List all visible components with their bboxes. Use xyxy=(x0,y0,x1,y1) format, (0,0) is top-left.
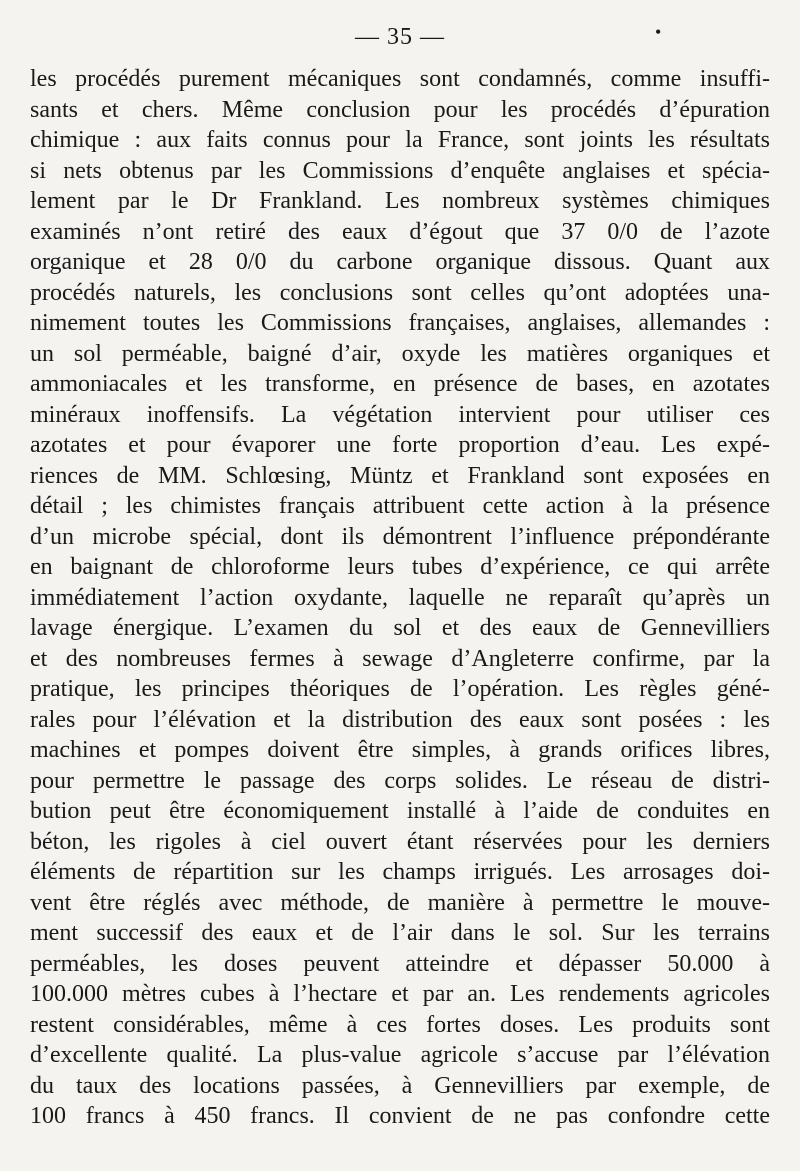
text-line: sants et chers. Même conclusion pour les procédés d’épuration xyxy=(30,96,770,123)
text-line: d’excellente qualité. La plus-value agricole s’accuse par l’élévation xyxy=(30,1042,770,1068)
text-line: immédiatement l’action oxydante, laquelle ne reparaît qu’après un xyxy=(30,584,770,611)
text-line: machines et pompes doivent être simples, à grands orifices libres, xyxy=(30,737,770,763)
text-line: lement par le Dr Frankland. Les nombreux systèmes chimiques xyxy=(30,188,770,214)
body-text xyxy=(30,64,770,1132)
text-line: vent être réglés avec méthode, de manière à permettre le mouve- xyxy=(30,889,770,916)
text-line: nimement toutes les Commissions françaises, anglaises, allemandes : xyxy=(30,310,770,336)
text-line: azotates et pour évaporer une forte proportion d’eau. Les expé- xyxy=(30,432,770,458)
text-line: lavage énergique. L’examen du sol et des eaux de Gennevilliers xyxy=(30,615,770,641)
text-line: minéraux inoffensifs. La végétation intervient pour utiliser ces xyxy=(30,401,770,428)
text-line: détail ; les chimistes français attribuent cette action à la présence xyxy=(30,493,770,519)
text-line: 100 francs à 450 francs. Il convient de ne pas confondre cette xyxy=(30,1103,770,1129)
page-number: — 35 — xyxy=(355,24,445,50)
text-line: éléments de répartition sur les champs irrigués. Les arrosages doi- xyxy=(30,859,770,885)
text-line: riences de MM. Schlœsing, Müntz et Frankland sont exposées en xyxy=(30,462,770,489)
print-mark: • xyxy=(655,22,662,42)
text-line: en baignant de chloroforme leurs tubes d’expérience, ce qui arrête xyxy=(30,554,770,580)
text-line: chimique : aux faits connus pour la France, sont joints les résultats xyxy=(30,127,770,153)
text-line: 100.000 mètres cubes à l’hectare et par an. Les rendements agricoles xyxy=(30,981,770,1007)
text-line: procédés naturels, les conclusions sont celles qu’ont adoptées una- xyxy=(30,279,770,306)
text-line: ment successif des eaux et de l’air dans le sol. Sur les terrains xyxy=(30,920,770,946)
text-line: pratique, les principes théoriques de l’opération. Les règles géné- xyxy=(30,676,770,702)
text-line: d’un microbe spécial, dont ils démontrent l’influence prépondérante xyxy=(30,523,770,550)
text-line: bution peut être économiquement installé à l’aide de conduites en xyxy=(30,798,770,824)
text-line: béton, les rigoles à ciel ouvert étant réservées pour les derniers xyxy=(30,828,770,855)
text-line: rales pour l’élévation et la distribution des eaux sont posées : les xyxy=(30,706,770,733)
text-line: ammoniacales et les transforme, en présence de bases, en azotates xyxy=(30,371,770,397)
text-line: les procédés purement mécaniques sont condamnés, comme insuffi- xyxy=(30,66,770,92)
text-line: examinés n’ont retiré des eaux d’égout que 37 0/0 de l’azote xyxy=(30,218,770,245)
text-line: restent considérables, même à ces fortes doses. Les produits sont xyxy=(30,1011,770,1038)
text-line: perméables, les doses peuvent atteindre et dépasser 50.000 à xyxy=(30,950,770,977)
text-line: et des nombreuses fermes à sewage d’Angleterre confirme, par la xyxy=(30,645,770,672)
text-line: si nets obtenus par les Commissions d’enquête anglaises et spécia- xyxy=(30,157,770,184)
text-line: un sol perméable, baigné d’air, oxyde les matières organiques et xyxy=(30,340,770,367)
text-line: organique et 28 0/0 du carbone organique dissous. Quant aux xyxy=(30,249,770,275)
text-line: du taux des locations passées, à Gennevilliers par exemple, de xyxy=(30,1072,770,1099)
text-line: pour permettre le passage des corps solides. Le réseau de distri- xyxy=(30,767,770,794)
